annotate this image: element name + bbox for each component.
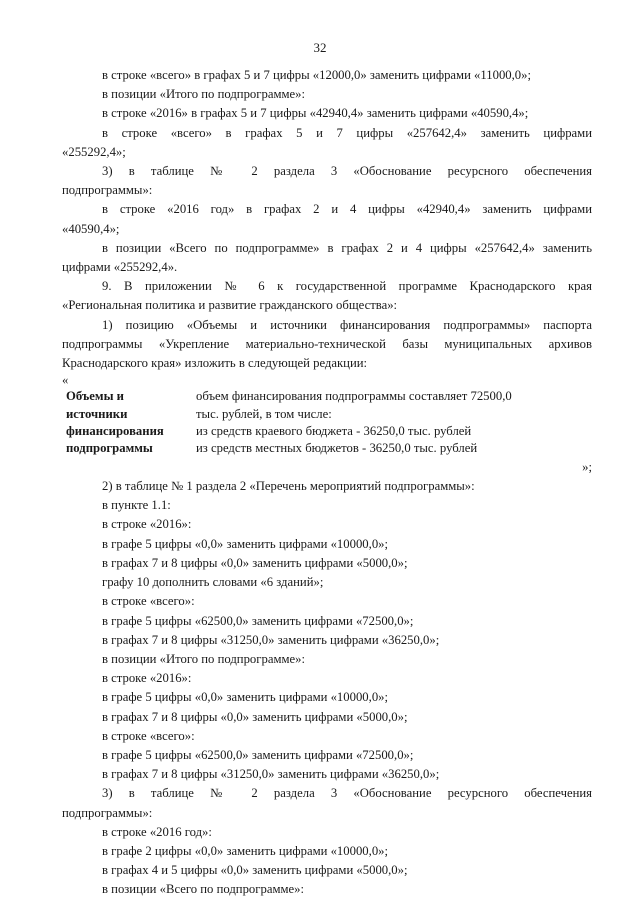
table-row [66,406,586,423]
text-line: в позиции «Всего по подпрограмме»: [102,882,305,897]
text-line: в строке «2016 год» в графах 2 и 4 цифры «42940,4» заменить цифрами [102,202,592,217]
text-line: цифрами «255292,4». [62,260,178,275]
text-line: подпрограммы»: [62,805,153,820]
text-line: в строке «2016» в графах 5 и 7 цифры «42940,4» заменить цифрами «40590,4»; [102,106,529,121]
passport-table [66,388,586,458]
text-line: в графах 7 и 8 цифры «31250,0» заменить цифрами «36250,0»; [102,632,440,647]
text-line: подпрограммы «Укрепление материально-технической базы муниципальных архивов [62,336,592,351]
passport-value: тыс. рублей, в том числе: [196,406,332,421]
passport-label: финансирования [66,424,164,439]
text-line: в графе 2 цифры «0,0» заменить цифрами «10000,0»; [102,843,389,858]
text-line: 1) позицию «Объемы и источники финансирования подпрограммы» паспорта [102,317,592,332]
table-row [66,440,586,457]
text-line: «255292,4»; [62,144,126,159]
text-line: подпрограммы»: [62,183,153,198]
text-line: в графе 5 цифры «0,0» заменить цифрами «10000,0»; [102,690,389,705]
opening-quote: « [62,373,69,388]
document-body [62,66,592,900]
text-line: 3) в таблице № 2 раздела 3 «Обоснование ресурсного обеспечения [102,164,592,179]
page-number: 32 [313,40,327,55]
text-line: в строке «2016»: [102,517,192,532]
text-line: «Региональная политика и развитие гражданского общества»: [62,298,398,313]
text-line: графу 10 дополнить словами «6 зданий»; [102,575,324,590]
table-row [66,388,586,405]
text-line: в строке «всего» в графах 5 и 7 цифры «12000,0» заменить цифрами «11000,0»; [102,68,532,82]
text-line: в графе 5 цифры «0,0» заменить цифрами «10000,0»; [102,536,389,551]
passport-label: Объемы и [66,389,124,404]
text-line: 3) в таблице № 2 раздела 3 «Обоснование ресурсного обеспечения [102,786,592,801]
text-line: в строке «2016 год»: [102,824,212,839]
passport-value: из средств местных бюджетов - 36250,0 тыс. рублей [196,441,478,456]
text-line: в графах 7 и 8 цифры «0,0» заменить цифрами «5000,0»; [102,555,408,570]
text-line: в строке «всего»: [102,728,195,743]
text-line: в графах 7 и 8 цифры «31250,0» заменить цифрами «36250,0»; [102,767,440,782]
text-line: в строке «всего» в графах 5 и 7 цифры «257642,4» заменить цифрами [102,125,592,140]
table-row [66,423,586,440]
text-line: 2) в таблице № 1 раздела 2 «Перечень мероприятий подпрограммы»: [102,479,475,494]
text-line: в пункте 1.1: [102,498,171,513]
text-line: «40590,4»; [62,221,120,236]
text-line: в строке «2016»: [102,671,192,686]
text-line: в строке «всего»: [102,594,195,609]
passport-label: источники [66,406,128,421]
text-line: в графе 5 цифры «62500,0» заменить цифрами «72500,0»; [102,747,414,762]
passport-value: объем финансирования подпрограммы составляет 72500,0 [196,389,512,404]
text-line: в графах 4 и 5 цифры «0,0» заменить цифрами «5000,0»; [102,863,408,878]
text-line: Краснодарского края» изложить в следующей редакции: [62,356,368,371]
text-line: в позиции «Итого по подпрограмме»: [102,87,306,102]
text-line: в графе 5 цифры «62500,0» заменить цифрами «72500,0»; [102,613,414,628]
text-line: в позиции «Всего по подпрограмме» в графах 2 и 4 цифры «257642,4» заменить [102,240,592,255]
text-line: в позиции «Итого по подпрограмме»: [102,651,306,666]
passport-label: подпрограммы [66,441,153,456]
passport-value: из средств краевого бюджета - 36250,0 тыс. рублей [196,424,472,439]
text-line: 9. В приложении № 6 к государственной программе Краснодарского края [102,279,592,294]
closing-quote: »; [582,459,592,474]
text-line: в графах 7 и 8 цифры «0,0» заменить цифрами «5000,0»; [102,709,408,724]
